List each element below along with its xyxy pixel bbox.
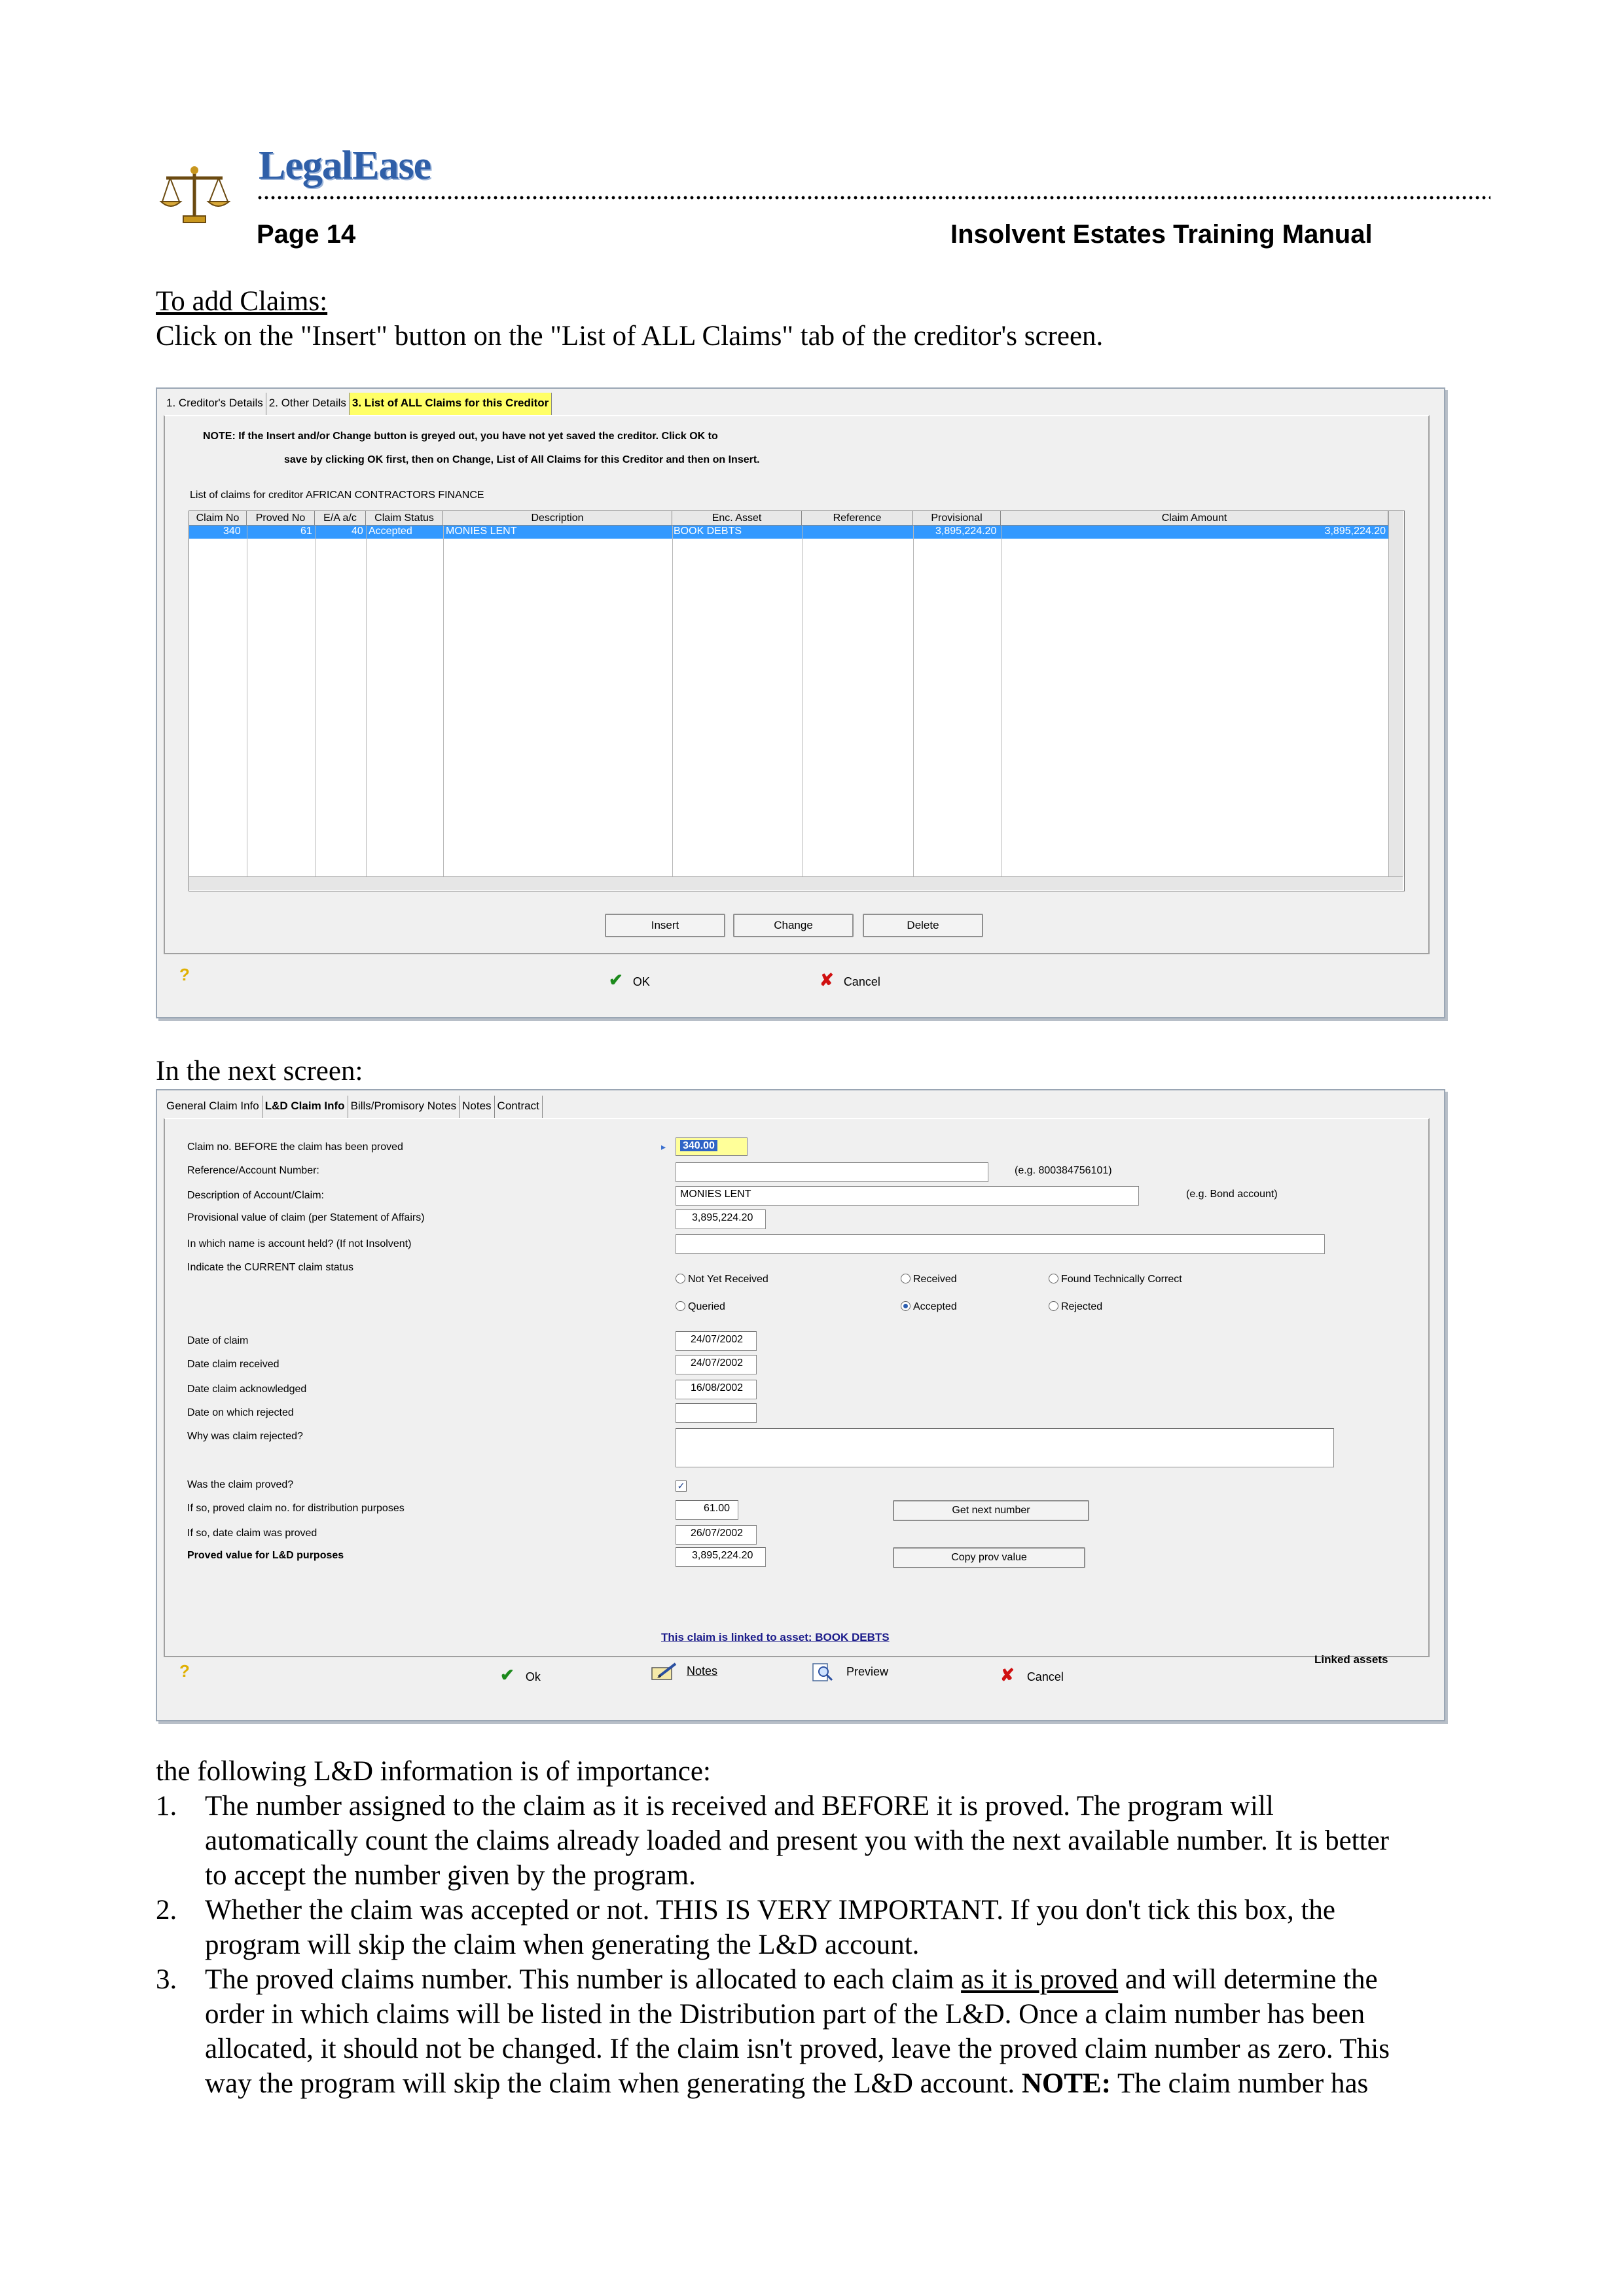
radio-accepted[interactable] [901,1301,957,1313]
list-text: and will determine the [1118,1964,1378,1995]
cell-proved-no: 61 [300,526,312,537]
label-proved-value: Proved value for L&D purposes [187,1550,344,1561]
note-emphasis: NOTE: [1021,2068,1111,2099]
date-ack-field[interactable]: 16/08/2002 [676,1380,757,1399]
intro-instruction: Click on the "Insert" button on the "List of ALL Claims" tab of the creditor's screen. [156,321,1104,351]
why-rejected-field[interactable] [676,1428,1334,1467]
tab-notes[interactable]: Notes [460,1096,494,1118]
radio-dot-selected [901,1301,911,1311]
cancel-button[interactable] [1000,1665,1064,1685]
list-text: way the program will skip the claim when generating the L&D account. [205,2068,1022,2099]
cell-provisional: 3,895,224.20 [935,526,997,537]
underlined-phrase: as it is proved [961,1964,1119,1995]
radio-label: Not Yet Received [688,1274,768,1285]
reference-field[interactable] [676,1162,988,1182]
grid-divider [672,526,673,876]
claim-no-value: 340.00 [680,1140,717,1151]
label-why-rejected: Why was claim rejected? [187,1431,303,1442]
list-line: program will skip the claim when generating the L&D account. [205,1929,920,1960]
label-proved-no: If so, proved claim no. for distribution purposes [187,1503,405,1514]
col-claim-no[interactable]: Claim No [189,511,247,526]
col-claim-amount[interactable]: Claim Amount [1001,511,1388,526]
checkmark-icon: ✔ [500,1665,514,1685]
claims-list-label: List of claims for creditor AFRICAN CONTRACTORS FINANCE [190,490,484,501]
col-enc-asset[interactable]: Enc. Asset [672,511,802,526]
notes-button[interactable] [649,1661,717,1682]
col-provisional[interactable]: Provisional [913,511,1001,526]
col-ea-ac[interactable]: E/A a/c [315,511,366,526]
claims-panel [164,415,1430,954]
cell-description: MONIES LENT [446,526,517,537]
list-line: allocated, it should not be changed. If the claim isn't proved, leave the proved claim number as zero. This [205,2034,1390,2064]
checkmark-icon: ✔ [609,970,623,990]
radio-label: Rejected [1061,1301,1103,1312]
description-field[interactable]: MONIES LENT [676,1186,1139,1206]
radio-dot [676,1274,685,1283]
ok-label: Ok [525,1670,541,1683]
ld-claim-panel [164,1118,1430,1657]
cancel-button[interactable] [820,970,880,990]
label-account-name: In which name is account held? (If not Insolvent) [187,1238,412,1249]
grid-divider [913,526,914,876]
list-line [205,2066,1368,2101]
info-lead: the following L&D information is of importance: [156,1756,711,1787]
current-record-marker: ▸ [661,1141,666,1152]
claims-grid [189,511,1405,891]
change-button[interactable]: Change [733,914,854,937]
list-number: 2. [156,1895,177,1926]
label-date-proved: If so, date claim was proved [187,1528,317,1539]
page-number: Page 14 [257,220,356,249]
date-proved-field[interactable]: 26/07/2002 [676,1525,757,1545]
label-was-proved: Was the claim proved? [187,1479,294,1490]
was-proved-checkbox[interactable]: ✓ [676,1480,687,1492]
section-heading: To add Claims: [156,286,328,317]
grid-divider [802,526,803,876]
tab-creditors-details[interactable]: 1. Creditor's Details [164,393,266,415]
grid-divider [315,526,316,876]
proved-value-field[interactable]: 3,895,224.20 [676,1547,766,1567]
help-icon[interactable]: ? [179,1661,190,1681]
col-proved-no[interactable]: Proved No [247,511,315,526]
list-number: 3. [156,1964,177,1995]
next-screen-caption: In the next screen: [156,1056,363,1086]
copy-prov-value-button[interactable]: Copy prov value [893,1547,1085,1568]
notes-pencil-icon [649,1661,678,1682]
get-next-number-button[interactable]: Get next number [893,1500,1089,1521]
cross-icon: ✘ [1000,1665,1015,1685]
label-date-received: Date claim received [187,1359,280,1370]
date-claim-field[interactable]: 24/07/2002 [676,1331,757,1351]
label-status: Indicate the CURRENT claim status [187,1262,354,1273]
radio-label: Found Technically Correct [1061,1274,1182,1285]
manual-title: Insolvent Estates Training Manual [950,220,1373,249]
vertical-scrollbar[interactable] [1388,511,1403,876]
label-reference: Reference/Account Number: [187,1165,319,1176]
tab-ld-claim-info[interactable]: L&D Claim Info [262,1096,348,1118]
col-claim-status[interactable]: Claim Status [366,511,443,526]
notes-label: Notes [687,1664,718,1677]
col-description[interactable]: Description [443,511,672,526]
list-line: order in which claims will be listed in the Distribution part of the L&D. Once a claim number has been [205,1999,1365,2030]
label-claim-no: Claim no. BEFORE the claim has been proved [187,1141,403,1153]
cell-status: Accepted [369,526,412,537]
list-line: to accept the number given by the program. [205,1860,696,1891]
radio-rejected[interactable] [1049,1301,1102,1313]
radio-dot [901,1274,911,1283]
provisional-field[interactable]: 3,895,224.20 [676,1210,766,1229]
list-line: Whether the claim was accepted or not. THIS IS VERY IMPORTANT. If you don't tick this box, the [205,1895,1335,1926]
claim-tabs [164,1096,543,1118]
creditor-claims-window [156,387,1445,1018]
preview-button[interactable] [812,1662,888,1682]
cell-amount: 3,895,224.20 [1324,526,1386,537]
list-text: The proved claims number. This number is allocated to each claim [205,1964,962,1995]
cancel-label: Cancel [843,975,880,988]
date-rejected-field[interactable] [676,1403,757,1423]
insert-button[interactable]: Insert [605,914,725,937]
logo-wordmark: LegalEase [259,143,431,188]
list-line [205,1962,1378,1997]
claim-info-window [156,1089,1445,1721]
cell-claim-no: 340 [223,526,241,537]
radio-label: Received [913,1274,957,1285]
list-number: 1. [156,1791,177,1821]
label-description: Description of Account/Claim: [187,1190,324,1201]
header-dotted-rule [257,195,1490,200]
reference-hint: (e.g. 800384756101) [1015,1165,1112,1176]
tab-bills-notes[interactable]: Bills/Promisory Notes [348,1096,460,1118]
delete-button[interactable]: Delete [863,914,983,937]
col-reference[interactable]: Reference [802,511,913,526]
preview-label: Preview [846,1664,889,1678]
grid-divider [443,526,444,876]
table-row[interactable] [189,526,1388,539]
note-line-2: save by clicking OK first, then on Change, List of All Claims for this Creditor and then on Insert. [284,454,760,465]
help-icon[interactable]: ? [179,965,190,984]
description-hint: (e.g. Bond account) [1186,1189,1278,1200]
radio-dot [1049,1301,1058,1311]
note-line-1: NOTE: If the Insert and/or Change button is greyed out, you have not yet saved the creditor. Click OK to [203,431,718,442]
radio-label: Queried [688,1301,725,1312]
horizontal-scrollbar[interactable] [189,876,1403,890]
radio-queried[interactable] [676,1301,725,1313]
radio-dot [676,1301,685,1311]
label-provisional: Provisional value of claim (per Statement of Affairs) [187,1212,425,1223]
linked-asset-link[interactable]: This claim is linked to asset: BOOK DEBTS [661,1631,890,1643]
label-date-ack: Date claim acknowledged [187,1384,307,1395]
tab-other-details[interactable]: 2. Other Details [266,393,350,415]
cell-asset: BOOK DEBTS [674,526,742,537]
ok-button[interactable] [609,970,650,990]
linked-assets-label[interactable]: Linked assets [1314,1653,1388,1666]
label-date-rejected: Date on which rejected [187,1407,294,1418]
list-text: The claim number has [1111,2068,1369,2099]
tab-list-all-claims[interactable]: 3. List of ALL Claims for this Creditor [350,393,552,415]
radio-label: Accepted [913,1301,957,1312]
proved-no-field[interactable]: 61.00 [676,1500,738,1520]
creditor-tabs [164,393,552,415]
scales-logo-icon [158,164,230,229]
radio-received[interactable] [901,1274,957,1285]
radio-found-technically-correct[interactable] [1049,1274,1182,1285]
list-line: The number assigned to the claim as it is received and BEFORE it is proved. The program will [205,1791,1274,1821]
radio-not-yet-received[interactable] [676,1274,768,1285]
cell-ea: 40 [352,526,363,537]
preview-magnifier-icon [812,1662,834,1682]
tab-general-claim-info[interactable]: General Claim Info [164,1096,262,1118]
list-line: automatically count the claims already loaded and present you with the next available number. It is better [205,1825,1389,1856]
date-received-field[interactable]: 24/07/2002 [676,1355,757,1374]
cross-icon: ✘ [820,970,834,990]
ok-label: OK [632,975,650,988]
ok-button[interactable] [500,1665,541,1685]
grid-divider [366,526,367,876]
account-name-field[interactable] [676,1234,1325,1254]
radio-dot [1049,1274,1058,1283]
claim-no-field[interactable] [676,1138,748,1156]
label-date-claim: Date of claim [187,1335,249,1346]
cancel-label: Cancel [1026,1670,1064,1683]
tab-contract[interactable]: Contract [495,1096,543,1118]
